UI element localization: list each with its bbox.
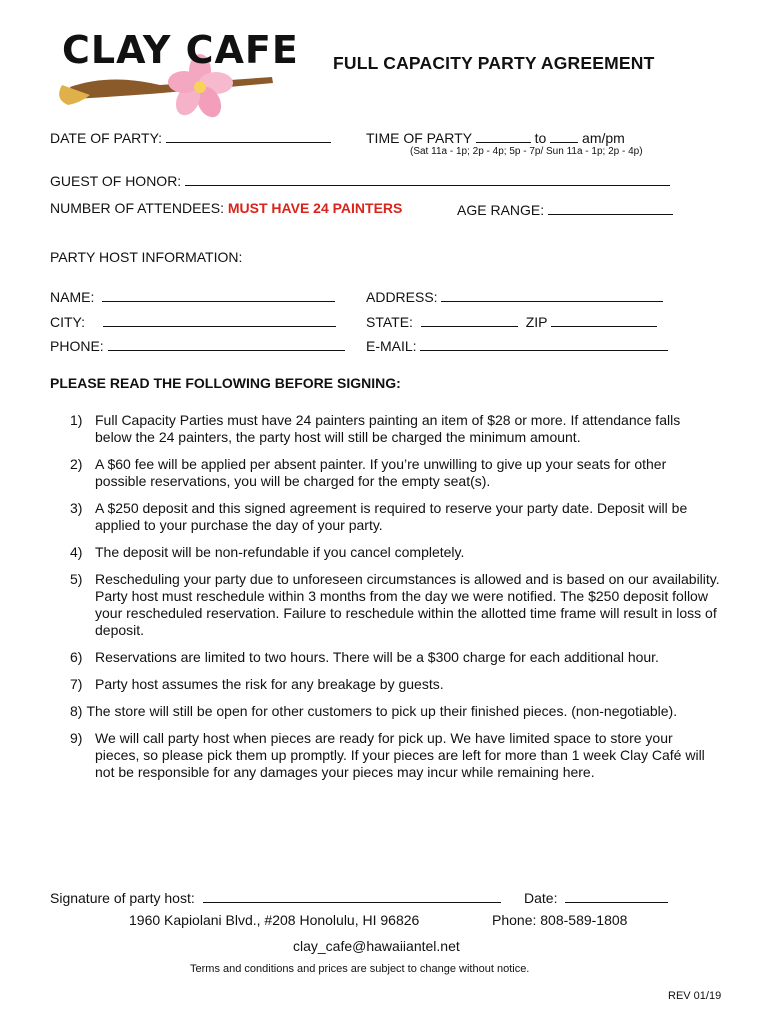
list-item bbox=[50, 571, 720, 639]
guest-blank[interactable] bbox=[185, 171, 670, 186]
time-note: (Sat 11a - 1p; 2p - 4p; 5p - 7p/ Sun 11a - 1p; 2p - 4p) bbox=[410, 146, 643, 157]
list-item bbox=[50, 544, 720, 561]
rule-number: 2) bbox=[70, 456, 83, 472]
signature-field bbox=[50, 888, 501, 906]
rule-text: Reservations are limited to two hours. There will be a $300 charge for each additional hour. bbox=[95, 649, 659, 665]
rule-text: Party host assumes the risk for any breakage by guests. bbox=[95, 676, 444, 692]
date-blank[interactable] bbox=[166, 128, 331, 143]
rule-number: 8) bbox=[70, 703, 83, 719]
rule-text: Full Capacity Parties must have 24 painters painting an item of $28 or more. If attendance falls below the 24 painters, the party host will still be charged the minimum amount. bbox=[95, 412, 681, 445]
date-of-party-field bbox=[50, 128, 331, 146]
state-blank[interactable] bbox=[421, 312, 518, 327]
signature-date-field bbox=[524, 888, 668, 906]
time-end-blank[interactable] bbox=[550, 128, 578, 143]
address-field bbox=[366, 287, 663, 305]
age-blank[interactable] bbox=[548, 200, 673, 215]
attendees-field bbox=[50, 200, 402, 216]
phone-blank[interactable] bbox=[108, 336, 345, 351]
email-label: E-MAIL: bbox=[366, 338, 417, 354]
guest-label: GUEST OF HONOR: bbox=[50, 173, 182, 189]
rule-number: 5) bbox=[70, 571, 83, 587]
time-start-blank[interactable] bbox=[476, 128, 531, 143]
terms-notice: Terms and conditions and prices are subject to change without notice. bbox=[190, 963, 530, 975]
host-info-header: PARTY HOST INFORMATION: bbox=[50, 249, 243, 265]
name-label: NAME: bbox=[50, 289, 95, 305]
attendees-requirement: MUST HAVE 24 PAINTERS bbox=[227, 200, 403, 216]
read-header: PLEASE READ THE FOLLOWING BEFORE SIGNING: bbox=[50, 375, 401, 391]
time-ampm-label: am/pm bbox=[582, 130, 625, 146]
rule-text: Rescheduling your party due to unforeseen circumstances is allowed and is based on our availability. Party host must reschedule within 3 months from the day we were notified. The $250 deposit follow your rescheduled reservation. Failure to reschedule within the allotted time frame will result in loss of deposit. bbox=[95, 571, 720, 638]
rule-text: A $250 deposit and this signed agreement is required to reserve your party date. Deposit will be applied to your purchase the day of your party. bbox=[95, 500, 688, 533]
age-label: AGE RANGE: bbox=[457, 202, 545, 218]
list-item bbox=[50, 676, 720, 693]
list-item bbox=[50, 412, 720, 446]
name-field bbox=[50, 287, 335, 305]
store-phone: Phone: 808-589-1808 bbox=[492, 912, 628, 928]
store-email: clay_cafe@hawaiiantel.net bbox=[293, 938, 460, 954]
rule-text: The store will still be open for other customers to pick up their finished pieces. (non-negotiable). bbox=[86, 703, 678, 719]
email-blank[interactable] bbox=[420, 336, 668, 351]
rule-text: We will call party host when pieces are ready for pick up. We have limited space to store your pieces, so please pick them up promptly. If your pieces are left for more than 1 week Clay Café will not be responsible for any damages your pieces may incur while remaining here. bbox=[95, 730, 705, 780]
time-to-label: to bbox=[534, 130, 547, 146]
rule-number: 4) bbox=[70, 544, 83, 560]
list-item bbox=[50, 456, 720, 490]
signature-label: Signature of party host: bbox=[50, 890, 195, 906]
signature-blank[interactable] bbox=[203, 888, 501, 903]
rule-number: 3) bbox=[70, 500, 83, 516]
state-zip-field bbox=[366, 312, 657, 330]
city-label: CITY: bbox=[50, 314, 86, 330]
address-label: ADDRESS: bbox=[366, 289, 438, 305]
state-label: STATE: bbox=[366, 314, 413, 330]
guest-of-honor-field bbox=[50, 171, 670, 189]
attendees-label: NUMBER OF ATTENDEES: bbox=[50, 200, 224, 216]
rule-number: 1) bbox=[70, 412, 83, 428]
page-title: FULL CAPACITY PARTY AGREEMENT bbox=[333, 53, 655, 73]
phone-field bbox=[50, 336, 345, 354]
city-blank[interactable] bbox=[103, 312, 336, 327]
store-address: 1960 Kapiolani Blvd., #208 Honolulu, HI 96826 bbox=[129, 912, 420, 928]
list-item bbox=[50, 649, 720, 666]
list-item bbox=[50, 730, 720, 781]
rule-text: The deposit will be non-refundable if you cancel completely. bbox=[95, 544, 465, 560]
name-blank[interactable] bbox=[102, 287, 335, 302]
signature-date-blank[interactable] bbox=[565, 888, 668, 903]
rules-list bbox=[50, 412, 720, 791]
logo-text: CLAY CAFE bbox=[62, 28, 299, 72]
time-of-party-field bbox=[366, 128, 625, 146]
list-item bbox=[50, 703, 720, 720]
address-blank[interactable] bbox=[441, 287, 663, 302]
time-label: TIME OF PARTY bbox=[366, 130, 472, 146]
rule-number: 9) bbox=[70, 730, 83, 746]
rule-number: 6) bbox=[70, 649, 83, 665]
age-range-field bbox=[457, 200, 673, 218]
email-field bbox=[366, 336, 668, 354]
zip-blank[interactable] bbox=[551, 312, 657, 327]
zip-label: ZIP bbox=[525, 314, 548, 330]
rule-number: 7) bbox=[70, 676, 83, 692]
city-field bbox=[50, 312, 336, 330]
rule-text: A $60 fee will be applied per absent painter. If you’re unwilling to give up your seats for other possible reservations, you will be charged for the empty seat(s). bbox=[95, 456, 667, 489]
list-item bbox=[50, 500, 720, 534]
phone-label: PHONE: bbox=[50, 338, 104, 354]
date-label: DATE OF PARTY: bbox=[50, 130, 163, 146]
signature-date-label: Date: bbox=[524, 890, 558, 906]
revision-label: REV 01/19 bbox=[668, 990, 722, 1002]
